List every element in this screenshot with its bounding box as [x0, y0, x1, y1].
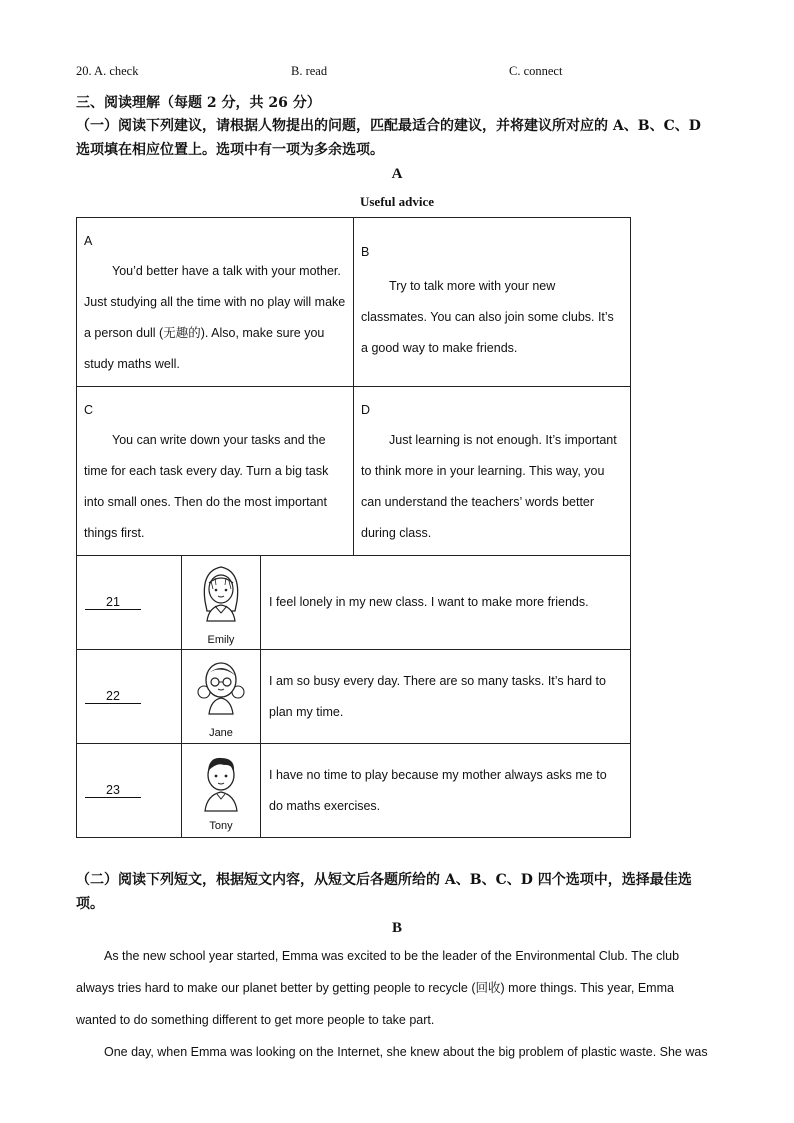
passage-paragraph: One day, when Emma was looking on the Internet, she knew about the big problem of plastic waste. She was [104, 1045, 708, 1059]
advice-text: You’d better have a talk with your mother. Just studying all the time with no play will make a person dull (无趣的). Also, make sure you study maths well. [84, 264, 346, 371]
answer-blank-23[interactable]: 23 [85, 783, 141, 798]
person-row [77, 744, 631, 838]
advice-letter: C [84, 403, 94, 417]
passage-paragraph: As the new school year started, Emma was excited to be the leader of the Environmental Club. The club always tries hard to make our planet better by getting people to recycle (回收) more things. This year, Emma wanted to do something different to get more people to take part. [76, 949, 680, 1027]
portrait-cell [182, 556, 261, 650]
advice-letter: B [361, 244, 370, 259]
boy-portrait-icon [191, 749, 251, 821]
advice-cell-b [354, 218, 631, 387]
advice-row [77, 387, 631, 556]
person-name: Jane [209, 727, 233, 739]
person-row [77, 556, 631, 650]
part1-heading: A [391, 166, 403, 182]
answer-slot [77, 744, 182, 838]
portrait-cell [182, 744, 261, 838]
q20-option-b: B. read [291, 64, 328, 78]
answer-blank-21[interactable]: 21 [85, 595, 141, 610]
answer-blank-22[interactable]: 22 [85, 689, 141, 704]
part1-subheading: Useful advice [359, 194, 435, 209]
advice-text: Just learning is not enough. It’s important to think more in your learning. This way, you can understand the teachers’ words better during class. [361, 433, 617, 540]
person-name: Tony [209, 820, 233, 832]
q20-option-a: 20. A. check [76, 64, 139, 78]
advice-cell-c [77, 387, 354, 556]
portrait-cell [182, 650, 261, 744]
advice-text: Try to talk more with your new classmates. You can also join some clubs. It’s a good way to make friends. [361, 278, 614, 355]
problem-text: I feel lonely in my new class. I want to make more friends. [261, 556, 631, 650]
advice-text: You can write down your tasks and the time for each task every day. Turn a big task into small ones. Then do the most important things first. [84, 433, 329, 540]
answer-slot [77, 650, 182, 744]
problem-text: I am so busy every day. There are so many tasks. It’s hard to plan my time. [261, 650, 631, 744]
part2-heading: B [391, 920, 402, 936]
person-row [77, 650, 631, 744]
problem-text: I have no time to play because my mother always asks me to do maths exercises. [261, 744, 631, 838]
q20-option-c: C. connect [509, 64, 563, 78]
advice-table [76, 217, 631, 838]
girl-portrait-icon [191, 559, 251, 637]
section-title: 三、阅读理解（每题 2 分，共 26 分） [76, 95, 321, 111]
advice-cell-a [77, 218, 354, 387]
advice-letter: D [361, 403, 371, 417]
person-name: Emily [207, 634, 235, 646]
advice-letter: A [84, 234, 93, 248]
answer-slot [77, 556, 182, 650]
girl-glasses-portrait-icon [191, 654, 251, 728]
advice-cell-d [354, 387, 631, 556]
advice-row [77, 218, 631, 387]
part1-instruction: （一）阅读下列建议，请根据人物提出的问题，匹配最适合的建议，并将建议所对应的 A、B、C、D 选项填在相应位置上。选项中有一项为多余选项。 [76, 118, 701, 158]
part2-instruction: （二）阅读下列短文，根据短文内容，从短文后各题所给的 A、B、C、D 四个选项中，选择最佳选项。 [76, 872, 692, 912]
